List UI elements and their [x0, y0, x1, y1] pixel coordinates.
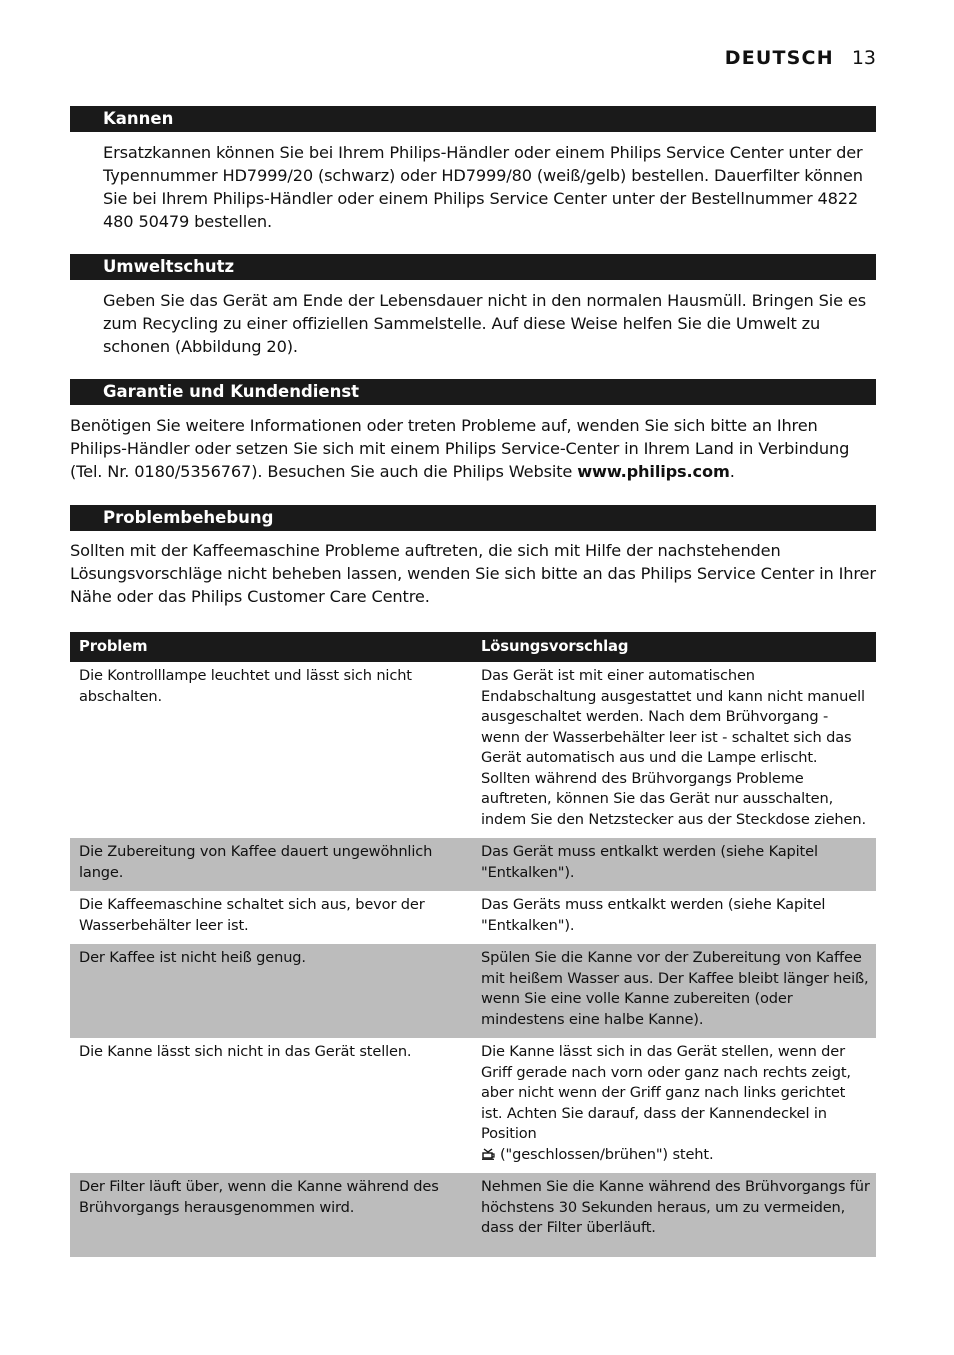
troubleshooting-table: [70, 632, 876, 1257]
section-heading-garantie: Garantie und Kundendienst: [70, 379, 876, 405]
section-heading-problembehebung: Problembehebung: [70, 505, 876, 531]
section-heading-umweltschutz: Umweltschutz: [70, 254, 876, 280]
solution-text: Die Kanne lässt sich in das Gerät stellen, wenn der Griff gerade nach vorn oder ganz nach rechts zeigt, aber nicht wenn der Griff ganz nach links gerichtet ist. Achten Sie darauf, dass der Kannendeckel in Position: [481, 1043, 851, 1142]
column-header-solution: Lösungsvorschlag: [472, 632, 876, 662]
page-header: [725, 47, 876, 69]
solution-cell: Nehmen Sie die Kanne während des Brühvorgangs für höchstens 30 Sekunden heraus, um zu vermeiden, dass der Filter überläuft.: [472, 1173, 876, 1257]
problem-cell: Der Filter läuft über, wenn die Kanne während des Brühvorgangs herausgenommen wird.: [70, 1173, 472, 1257]
table-row: [70, 1038, 876, 1173]
problem-cell: Die Kanne lässt sich nicht in das Gerät stellen.: [79, 1043, 412, 1060]
solution-cell: Das Gerät muss entkalkt werden (siehe Kapitel "Entkalken").: [472, 838, 876, 891]
column-header-problem: Problem: [70, 632, 472, 662]
solution-cell: Das Gerät ist mit einer automatischen Endabschaltung ausgestattet und kann nicht manuell ausgeschaltet werden. Nach dem Brühvorgang - wenn der Wasserbehälter leer ist - schaltet sich das Gerät automatisch aus und die Lampe erlischt. Sollten während des Brühvorgangs Probleme auftreten, können Sie das Gerät nur ausschalten, indem Sie den Netzstecker aus der Steckdose ziehen.: [481, 667, 866, 828]
problem-cell: Die Kontrolllampe leuchtet und lässt sich nicht abschalten.: [79, 667, 412, 705]
problem-cell: Die Zubereitung von Kaffee dauert ungewöhnlich lange.: [70, 838, 472, 891]
garantie-text: [70, 414, 876, 483]
section-heading-kannen: Kannen: [70, 106, 876, 132]
table-row: [70, 891, 876, 944]
lid-closed-brew-icon: [481, 1146, 495, 1158]
table-row: [70, 944, 876, 1038]
philips-website-link[interactable]: www.philips.com: [577, 462, 730, 481]
page-number: 13: [851, 47, 876, 69]
solution-text-after-icon: ("geschlossen/brühen") steht.: [500, 1145, 714, 1163]
solution-cell: Spülen Sie die Kanne vor der Zubereitung von Kaffee mit heißem Wasser aus. Der Kaffee bleibt länger heiß, wenn Sie eine volle Kanne zubereiten (oder mindestens eine halbe Kanne).: [472, 944, 876, 1038]
solution-cell: Das Geräts muss entkalkt werden (siehe Kapitel "Entkalken").: [481, 896, 826, 934]
solution-cell: [472, 1038, 876, 1173]
table-row: [70, 1173, 876, 1257]
table-header-row: [70, 632, 876, 662]
problem-cell: Die Kaffeemaschine schaltet sich aus, bevor der Wasserbehälter leer ist.: [79, 896, 425, 934]
umweltschutz-text: Geben Sie das Gerät am Ende der Lebensdauer nicht in den normalen Hausmüll. Bringen Sie es zum Recycling zu einer offiziellen Sammelstelle. Auf diese Weise helfen Sie die Umwelt zu schonen (Abbildung 20).: [103, 291, 866, 356]
table-row: [70, 838, 876, 891]
problem-cell: Der Kaffee ist nicht heiß genug.: [70, 944, 472, 1038]
table-row: [70, 662, 876, 838]
kannen-text: Ersatzkannen können Sie bei Ihrem Philips-Händler oder einem Philips Service Center unter der Typennummer HD7999/20 (schwarz) oder HD7999/80 (weiß/gelb) bestellen. Dauerfilter können Sie bei Ihrem Philips-Händler oder einem Philips Service Center unter der Bestellnummer 4822 480 50479 bestellen.: [103, 143, 863, 231]
garantie-end: .: [729, 462, 735, 481]
garantie-body: Benötigen Sie weitere Informationen oder treten Probleme auf, wenden Sie sich bitte an Ihren Philips-Händler oder setzen Sie sich mit einem Philips Service-Center in Ihrem Land in Verbindung (Tel. Nr. 0180/5356767). Besuchen Sie auch die Philips Website: [70, 416, 850, 481]
problembehebung-text: Sollten mit der Kaffeemaschine Probleme auftreten, die sich mit Hilfe der nachstehenden Lösungsvorschläge nicht beheben lassen, wenden Sie sich bitte an das Philips Service Center in Ihrer Nähe oder das Philips Customer Care Centre.: [70, 541, 876, 606]
language-label: DEUTSCH: [724, 47, 834, 69]
